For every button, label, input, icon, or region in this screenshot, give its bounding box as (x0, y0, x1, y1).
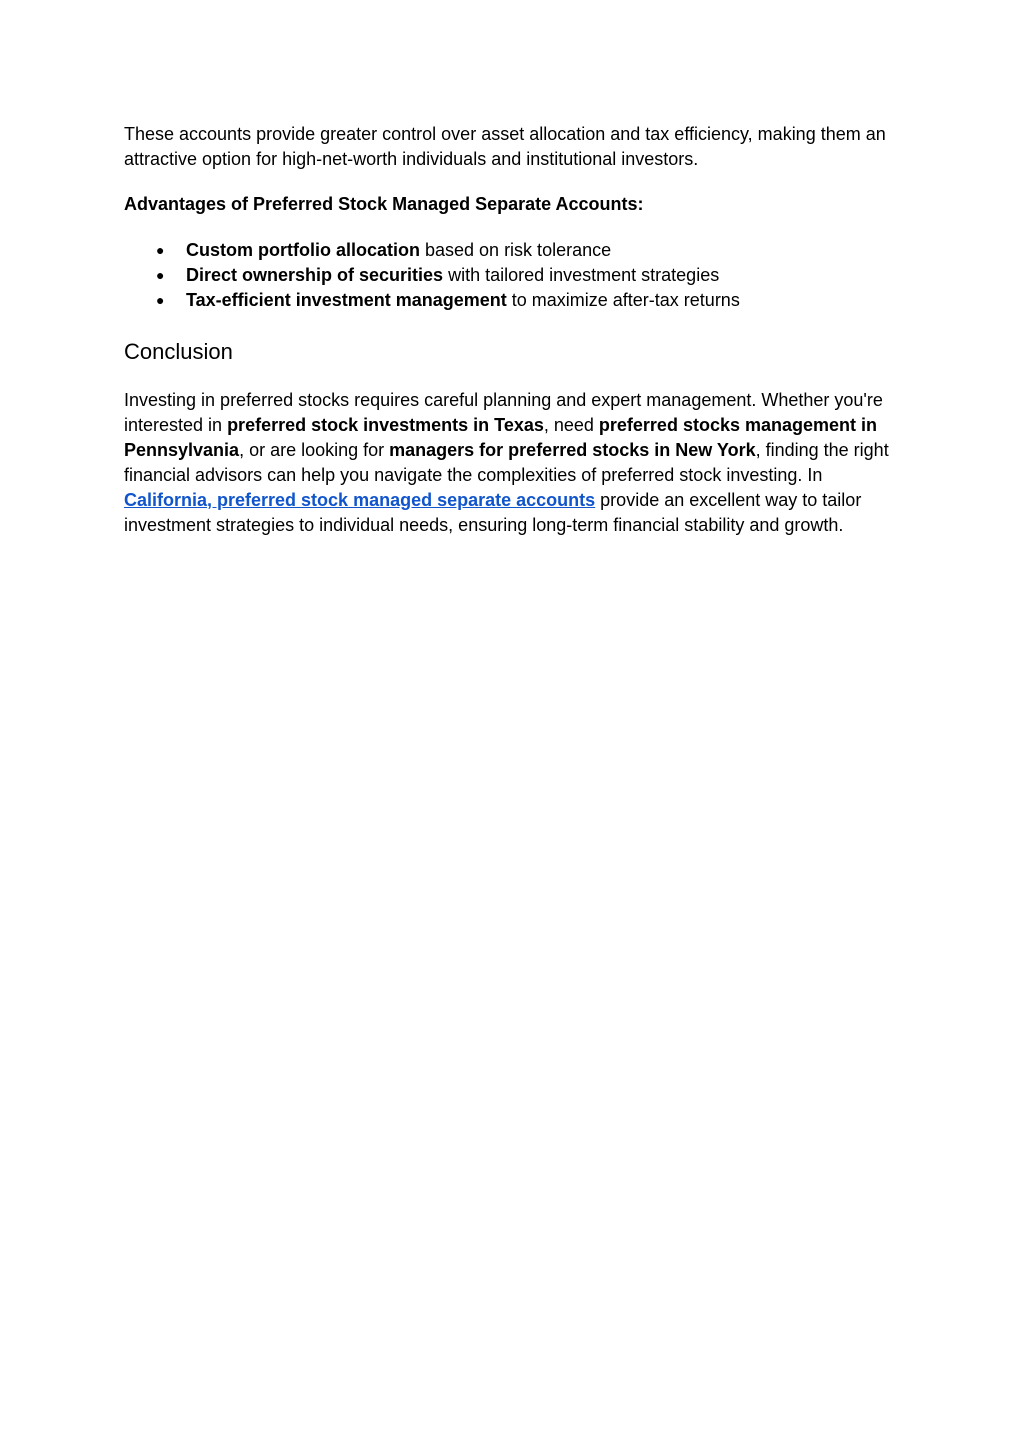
list-item-text: with tailored investment strategies (443, 265, 720, 285)
list-item (124, 238, 914, 263)
bullet-icon: ● (156, 292, 165, 308)
list-item-text: based on risk tolerance (420, 240, 612, 260)
conclusion-text: provide an excellent way to tailor investment strategies to individual needs, ensuring long-term financial stability and growth. (124, 490, 862, 535)
bullet-icon: ● (156, 242, 165, 258)
advantages-list (124, 238, 914, 313)
conclusion-text: Investing in preferred stocks requires careful planning and expert management. Whether you're interested in (124, 390, 883, 435)
list-item-bold: Custom portfolio allocation (186, 240, 420, 260)
california-link[interactable]: California, preferred stock managed separate accounts (124, 490, 596, 510)
conclusion-text: , need (543, 415, 599, 435)
conclusion-bold-new-york: managers for preferred stocks in New York (389, 440, 756, 460)
list-item-text: to maximize after-tax returns (506, 290, 740, 310)
list-item (124, 263, 914, 288)
list-item (124, 288, 914, 313)
conclusion-bold-pennsylvania: preferred stocks management in Pennsylvania (124, 415, 878, 460)
document-page (124, 122, 914, 538)
conclusion-paragraph (124, 388, 914, 538)
conclusion-text: , or are looking for (239, 440, 390, 460)
conclusion-bold-texas: preferred stock investments in Texas (227, 415, 544, 435)
conclusion-text: , finding the right financial advisors can help you navigate the complexities of preferred stock investing. In (124, 440, 889, 485)
advantages-heading: Advantages of Preferred Stock Managed Separate Accounts: (124, 194, 644, 214)
conclusion-heading: Conclusion (124, 339, 233, 364)
bullet-icon: ● (156, 267, 165, 283)
intro-paragraph: These accounts provide greater control over asset allocation and tax efficiency, making them an attractive option for high-net-worth individuals and institutional investors. (124, 124, 886, 169)
list-item-bold: Tax-efficient investment management (186, 290, 507, 310)
list-item-bold: Direct ownership of securities (186, 265, 444, 285)
